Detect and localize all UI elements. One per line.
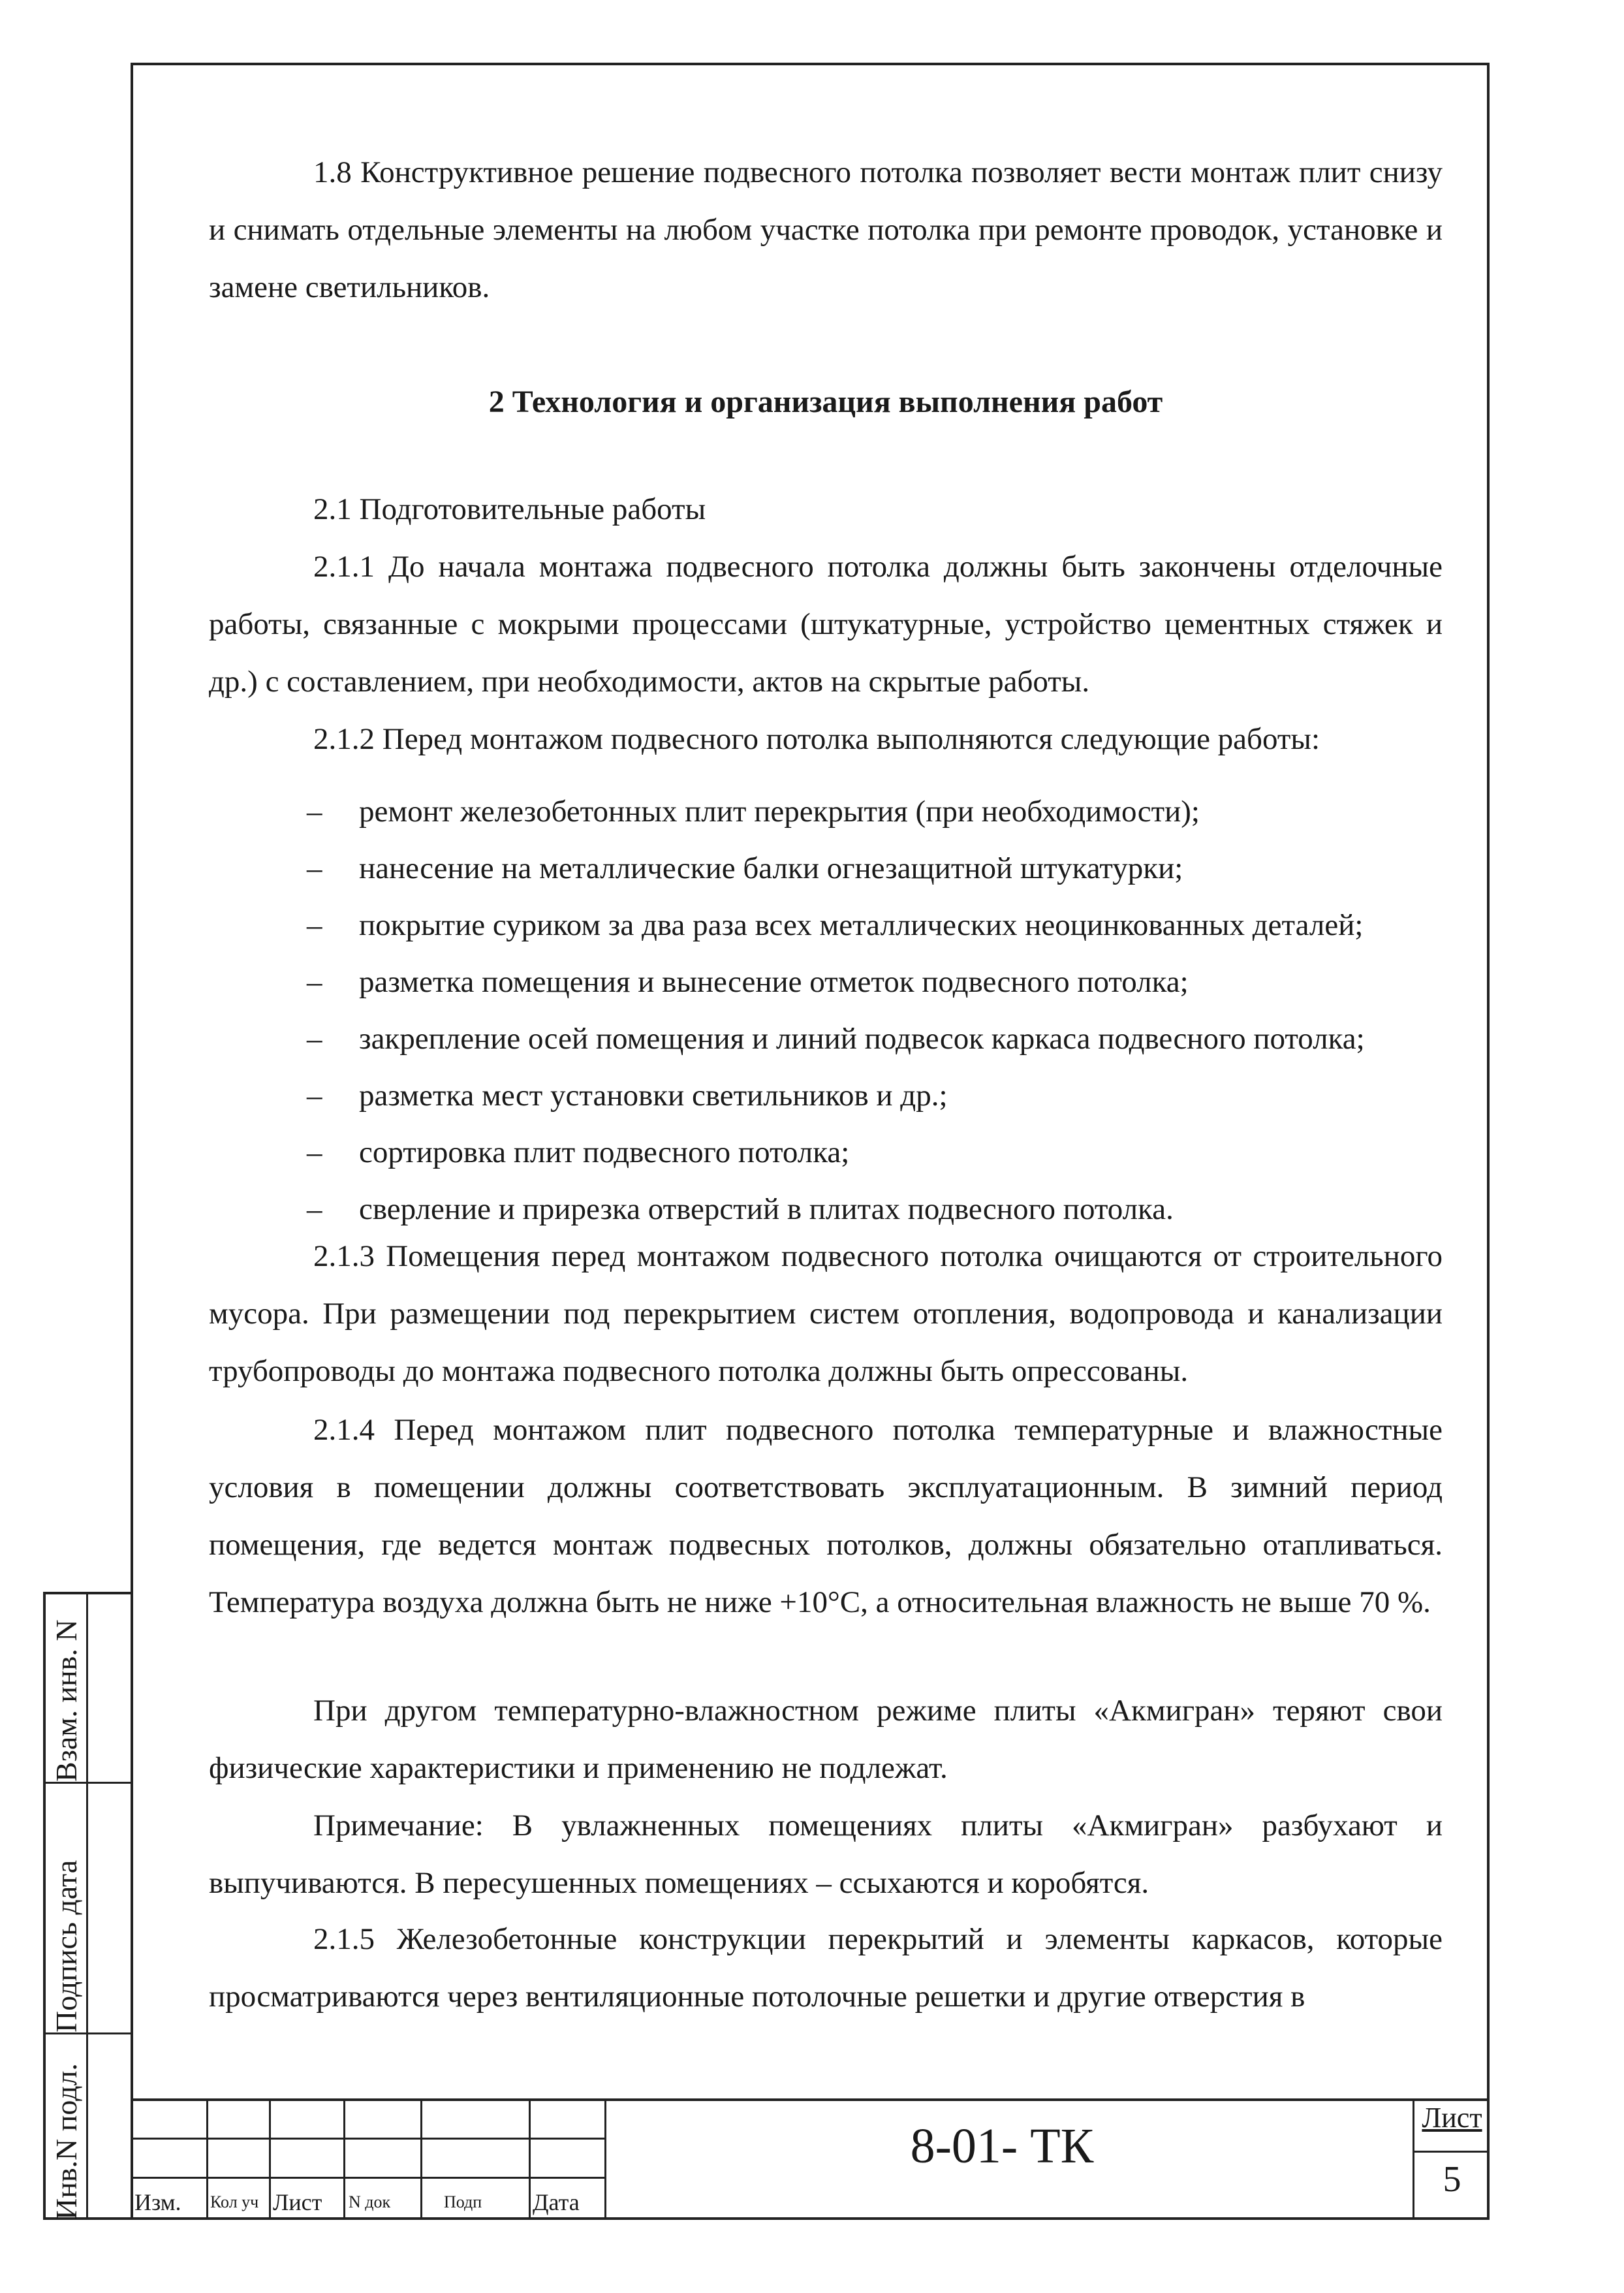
paragraph-2-1: 2.1 Подготовительные работы — [313, 492, 706, 526]
document-code: 8-01- ТК — [910, 2119, 1094, 2174]
grid-line — [343, 2098, 345, 2220]
paragraph-2-1-5: 2.1.5 Железобетонные конструкции перекрытий и элементы каркасов, которые просматриваются через вентиляционные потолочные решетки и другие отверстия в — [209, 1922, 1443, 2014]
paragraph-2-1-4: 2.1.4 Перед монтажом плит подвесного потолка температурные и влажностные условия в помещении должны соответствовать эксплуатационным. В зимний период помещения, где ведется монтаж подвесных потолков, должны обязательно отапливаться. Температура воздуха должна быть не ниже +10°С, а относительная влажность не выше 70 %. — [209, 1413, 1443, 1619]
title-block — [131, 2098, 1490, 2220]
revision-grid — [131, 2098, 606, 2220]
side-cell-vzam — [46, 1594, 131, 1784]
label-izm: Изм. — [134, 2189, 181, 2215]
list-item: – разметка помещения и вынесение отметок подвесного потолка; — [307, 954, 1456, 1011]
label-podp: Подп — [444, 2192, 482, 2211]
section-heading: 2 Технология и организация выполнения работ — [488, 385, 1163, 419]
side-cell-podpis — [46, 1784, 131, 2034]
label-n-dok: N док — [349, 2192, 391, 2211]
grid-line — [529, 2098, 531, 2220]
list-item: – сортировка плит подвесного потолка; — [307, 1124, 1456, 1181]
paragraph-other-regime: При другом температурно-влажностном режиме плиты «Акмигран» теряют свои физические характеристики и применению не подлежат. — [209, 1694, 1443, 1785]
paragraph-2-1-1: 2.1.1 До начала монтажа подвесного потолка должны быть закончены отделочные работы, связанные с мокрыми процессами (штукатурные, устройство цементных стяжек и др.) с составлением, при необходимости, актов на скрытые работы. — [209, 550, 1443, 699]
grid-line — [604, 2098, 606, 2220]
sheet-box — [1413, 2098, 1490, 2220]
list-item: – нанесение на металлические балки огнезащитной штукатурки; — [307, 840, 1456, 897]
side-cell-inv — [46, 2034, 131, 2220]
paragraph-1-8: 1.8 Конструктивное решение подвесного потолка позволяет вести монтаж плит снизу и снимать отдельные элементы на любом участке потолка при ремонте проводок, установке и замене светильников. — [209, 155, 1443, 304]
grid-line — [206, 2098, 208, 2220]
paragraph-note: Примечание: В увлажненных помещениях плиты «Акмигран» разбухают и выпучиваются. В пересушенных помещениях – ссыхаются и коробятся. — [209, 1809, 1443, 1900]
side-label-vzam-inv: Взам. инв. N — [50, 1619, 83, 1782]
paragraph-2-1-3: 2.1.3 Помещения перед монтажом подвесного потолка очищаются от строительного мусора. При размещении под перекрытием систем отопления, водопровода и канализации трубопроводы до монтажа подвесного потолка должны быть опрессованы. — [209, 1239, 1443, 1388]
side-stamp — [43, 1592, 131, 2220]
grid-line — [420, 2098, 422, 2220]
list-item: – покрытие суриком за два раза всех металлических неоцинкованных деталей; — [307, 897, 1456, 954]
list-item: – ремонт железобетонных плит перекрытия (при необходимости); — [307, 783, 1456, 840]
sheet-label: Лист — [1422, 2102, 1482, 2134]
side-label-podpis-data: Подпись дата — [50, 1859, 83, 2032]
paragraph-2-1-2: 2.1.2 Перед монтажом подвесного потолка выполняются следующие работы: — [313, 722, 1320, 756]
grid-line — [131, 2138, 606, 2140]
grid-line — [269, 2098, 271, 2220]
side-label-inv-podl: Инв.N подл. — [50, 2063, 83, 2220]
sheet-number: 5 — [1443, 2159, 1461, 2200]
label-data: Дата — [533, 2189, 580, 2215]
list-item: – разметка мест установки светильников и др.; — [307, 1067, 1456, 1124]
label-kol-uch: Кол уч — [210, 2192, 259, 2211]
list-item: – закрепление осей помещения и линий подвесок каркаса подвесного потолка; — [307, 1011, 1456, 1067]
sheet-separator — [1414, 2151, 1490, 2153]
list-item: – сверление и прирезка отверстий в плитах подвесного потолка. — [307, 1181, 1456, 1238]
grid-line — [131, 2177, 606, 2179]
preparatory-works-list — [307, 783, 1456, 1238]
label-list: Лист — [273, 2189, 322, 2215]
